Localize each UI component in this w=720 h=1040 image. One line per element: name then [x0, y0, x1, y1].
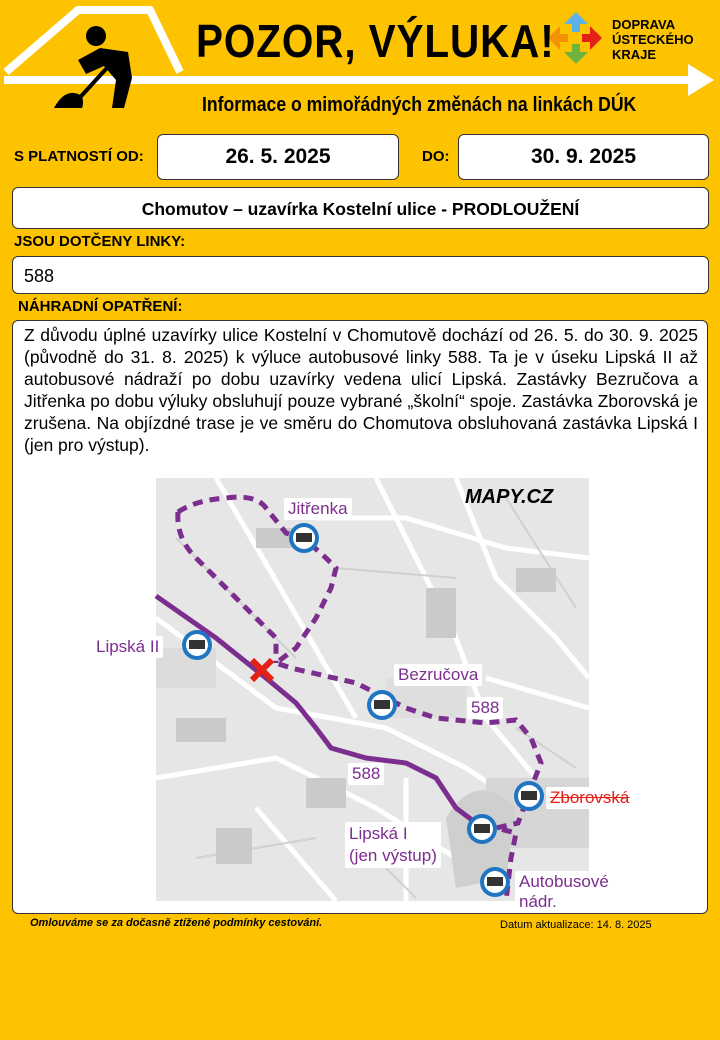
bus-stop-icon [467, 814, 497, 844]
affected-lines-value: 588 [12, 256, 709, 294]
map-provider-logo: MAPY.CZ [465, 486, 554, 508]
stop-label-lipska1 [345, 822, 441, 868]
measures-label: NÁHRADNÍ OPATŘENÍ: [18, 298, 183, 315]
affected-lines-label: JSOU DOTČENY LINKY: [14, 233, 186, 250]
brand-line: KRAJE [612, 47, 657, 62]
footer-updated: Datum aktualizace: 14. 8. 2025 [500, 919, 652, 931]
footer-apology: Omlouváme se za dočasně ztížené podmínky cestování. [30, 917, 323, 929]
stop-label-line: (jen výstup) [349, 846, 437, 865]
brand-name [612, 17, 694, 62]
route-number-label: 588 [348, 763, 384, 785]
bus-stop-icon [367, 690, 397, 720]
stop-label-bezrucova: Bezručova [394, 664, 482, 686]
route-number-label: 588 [467, 697, 503, 719]
brand-line: DOPRAVA [612, 17, 676, 32]
valid-to-value: 30. 9. 2025 [458, 134, 709, 180]
valid-to-label: DO: [422, 148, 450, 165]
route-map [156, 478, 630, 911]
roadwork-worker-icon [54, 26, 132, 108]
stop-label-line: Lipská I [349, 824, 408, 843]
measures-box [12, 320, 708, 914]
page-subtitle: Informace o mimořádných změnách na linkách DÚK [202, 94, 637, 116]
duk-logo-icon [548, 12, 602, 64]
brand-line: ÚSTECKÉHO [612, 32, 694, 47]
stop-label-lipska2: Lipská II [92, 636, 163, 658]
bus-stop-icon [182, 630, 212, 660]
stop-label-autobusove-nadrazi: Autobusové nádr. [515, 871, 613, 913]
bus-stop-icon [480, 867, 510, 897]
valid-from-label: S PLATNOSTÍ OD: [14, 148, 144, 165]
valid-from-value: 26. 5. 2025 [157, 134, 399, 180]
stop-label-zborovska-cancelled: Zborovská [546, 787, 633, 809]
page-title: POZOR, VÝLUKA! [196, 15, 555, 67]
stop-label-jitrenka: Jitřenka [284, 498, 352, 520]
bus-stop-icon [289, 523, 319, 553]
notice-title: Chomutov – uzavírka Kostelní ulice - PRODLOUŽENÍ [12, 187, 709, 229]
bus-stop-icon [514, 781, 544, 811]
measures-text: Z důvodu úplné uzavírky ulice Kostelní v Chomutově dochází od 26. 5. do 30. 9. 2025 (původně do 31. 8. 2025) k výluce autobusové linky 588. Ta je v úseku Lipská II až autobusové nádraží po dobu uzavírky vedena ulicí Lipská. Zastávky Bezručova a Jitřenka po dobu výluky obsluhují pouze vybrané „školní“ spoje. Zastávka Zborovská je zrušena. Na objízdné trase je ve směru do Chomutova obsluhovaná zastávka Lipská I (jen pro výstup). [24, 325, 698, 455]
